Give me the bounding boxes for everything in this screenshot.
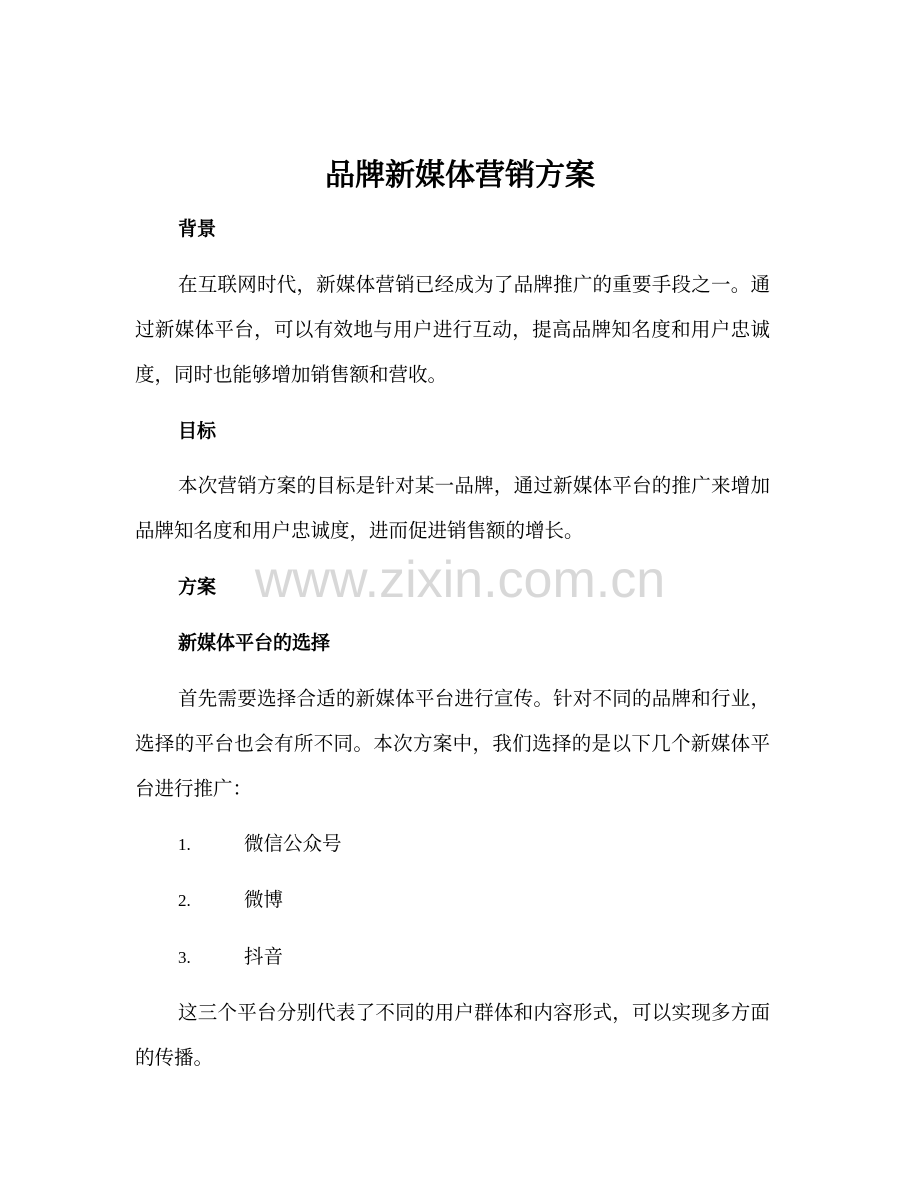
section-heading-goal: 目标 <box>178 420 217 442</box>
list-text: 微信公众号 <box>244 832 342 855</box>
watermark: www.zixin.com.cn <box>254 551 666 609</box>
paragraph-background: 在互联网时代，新媒体营销已经成为了品牌推广的重要手段之一。通过新媒体平台，可以有效地与用户进行互动，提高品牌知名度和用户忠诚度，同时也能够增加销售额和营收。 <box>135 273 770 386</box>
list-item <box>178 829 342 860</box>
list-text: 抖音 <box>244 945 284 968</box>
list-number: 2. <box>178 891 191 910</box>
paragraph-summary: 这三个平台分别代表了不同的用户群体和内容形式，可以实现多方面的传播。 <box>135 1001 770 1069</box>
document-title: 品牌新媒体营销方案 <box>325 158 595 193</box>
paragraph-goal: 本次营销方案的目标是针对某一品牌，通过新媒体平台的推广来增加品牌知名度和用户忠诚度，进而促进销售额的增长。 <box>135 474 770 542</box>
list-item <box>178 885 283 916</box>
section-heading-background: 背景 <box>178 218 217 240</box>
list-text: 微博 <box>244 888 284 911</box>
list-number: 1. <box>178 835 191 854</box>
list-number: 3. <box>178 948 191 967</box>
paragraph-platform-selection: 首先需要选择合适的新媒体平台进行宣传。针对不同的品牌和行业，选择的平台也会有所不同。本次方案中，我们选择的是以下几个新媒体平台进行推广： <box>135 687 770 800</box>
subsection-heading-platform-selection: 新媒体平台的选择 <box>178 632 331 654</box>
section-heading-plan: 方案 <box>178 576 217 598</box>
list-item <box>178 942 283 973</box>
